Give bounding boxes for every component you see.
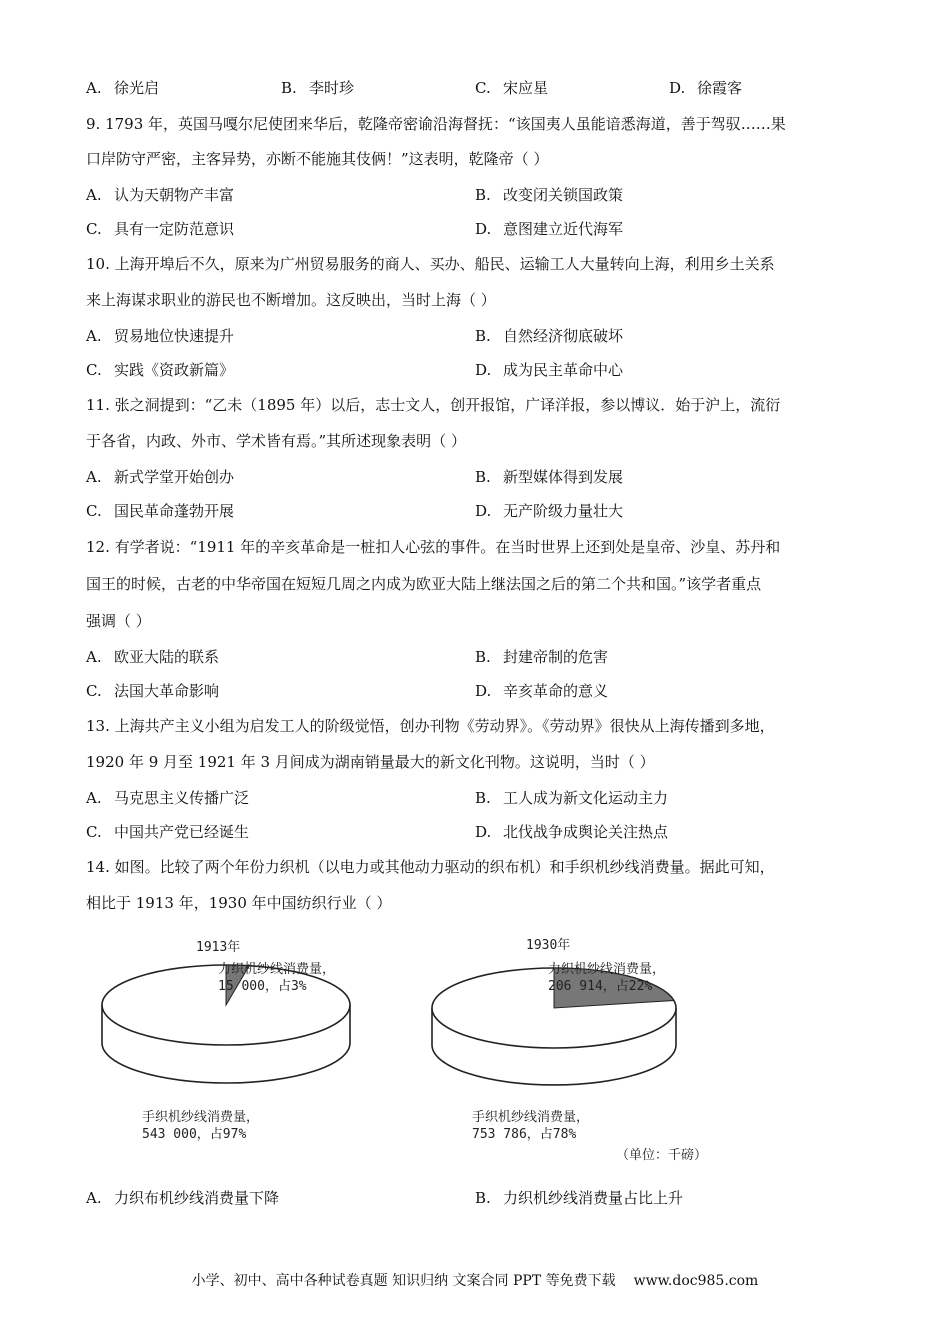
question-12-option-c: C. 法国大革命影响 <box>86 682 220 700</box>
question-13-stem-line-2: 1920 年 9 月至 1921 年 3 月间成为湖南销量最大的新文化刊物。这说明，当时（ ） <box>86 753 655 771</box>
pie-charts-svg <box>96 925 746 1175</box>
question-13-option-a: A. 马克思主义传播广泛 <box>86 789 250 807</box>
pie-1930-hand-label-2: 753 786，占78% <box>472 1127 577 1142</box>
question-12-option-a: A. 欧亚大陆的联系 <box>86 648 220 666</box>
question-14-option-b: B. 力织机纱线消费量占比上升 <box>475 1189 684 1207</box>
question-14-stem-line-2: 相比于 1913 年，1930 年中国纺织行业（ ） <box>86 894 392 912</box>
question-10-option-b: B. 自然经济彻底破坏 <box>475 327 624 345</box>
pie-1913-hand-label-2: 543 000，占97% <box>142 1127 247 1142</box>
question-13-option-c: C. 中国共产党已经诞生 <box>86 823 250 841</box>
footer-text: 小学、初中、高中各种试卷真题 知识归纳 文案合同 PPT 等免费下载 <box>191 1273 616 1289</box>
question-13-option-d: D. 北伐战争成舆论关注热点 <box>475 823 669 841</box>
page-footer <box>0 1270 950 1290</box>
pie-1930 <box>432 937 707 1163</box>
pie-1913-power-label-1: 力织机纱线消费量， <box>218 962 336 977</box>
pie-1930-unit: （单位：千磅） <box>616 1148 708 1163</box>
question-12-option-d: D. 辛亥革命的意义 <box>475 682 609 700</box>
pie-1913-title: 1913年 <box>196 940 241 955</box>
question-12-stem-line-2: 国王的时候，古老的中华帝国在短短几周之内成为欧亚大陆上继法国之后的第二个共和国。”该学者重点 <box>86 575 762 593</box>
question-13-option-b: B. 工人成为新文化运动主力 <box>475 789 669 807</box>
question-10-option-c: C. 实践《资政新篇》 <box>86 361 235 379</box>
pie-1930-power-label-2: 206 914，占22% <box>548 979 653 994</box>
question-11-option-b: B. 新型媒体得到发展 <box>475 468 624 486</box>
pie-1913-hand-label-1: 手织机纱线消费量， <box>142 1110 260 1125</box>
q8-option-a: A. 徐光启 <box>86 79 160 97</box>
pie-1930-title: 1930年 <box>526 938 571 953</box>
question-9-option-c: C. 具有一定防范意识 <box>86 220 235 238</box>
question-10-stem-line-1: 10. 上海开埠后不久，原来为广州贸易服务的商人、买办、船民、运输工人大量转向上海，利用乡土关系 <box>86 255 775 273</box>
pie-1913 <box>102 939 350 1142</box>
question-10-option-d: D. 成为民主革命中心 <box>475 361 624 379</box>
pie-1913-power-label-2: 15 000，占3% <box>218 979 307 994</box>
question-11-stem-line-2: 于各省，内政、外市、学术皆有焉。”其所述现象表明（ ） <box>86 432 466 450</box>
question-13-stem-line-1: 13. 上海共产主义小组为启发工人的阶级觉悟，创办刊物《劳动界》。《劳动界》很快从上海传播到多地， <box>86 717 775 735</box>
q8-option-b: B. 李时珍 <box>281 79 355 97</box>
pie-1930-power-label-1: 力织机纱线消费量， <box>548 962 666 977</box>
q8-option-d: D. 徐霞客 <box>669 79 743 97</box>
pie-charts-figure <box>96 925 746 1175</box>
question-10-stem-line-2: 来上海谋求职业的游民也不断增加。这反映出，当时上海（ ） <box>86 291 496 309</box>
question-11-option-a: A. 新式学堂开始创办 <box>86 468 235 486</box>
question-11-stem-line-1: 11. 张之洞提到：“乙未（1895 年）以后，志士文人，创开报馆，广译洋报，参以博议．始于沪上，流衍 <box>86 396 781 414</box>
question-14-option-a: A. 力织布机纱线消费量下降 <box>86 1189 280 1207</box>
question-9-stem-line-1: 9. 1793 年，英国马嘎尔尼使团来华后，乾隆帝密谕沿海督抚：“该国夷人虽能谙悉海道，善于驾驭……果 <box>86 115 786 133</box>
question-9-option-a: A. 认为天朝物产丰富 <box>86 186 235 204</box>
footer-url: www.doc985.com <box>633 1273 759 1289</box>
question-9-stem-line-2: 口岸防守严密，主客异势，亦断不能施其伎俩！”这表明，乾隆帝（ ） <box>86 150 549 168</box>
question-10-option-a: A. 贸易地位快速提升 <box>86 327 235 345</box>
question-9-option-d: D. 意图建立近代海军 <box>475 220 624 238</box>
question-12-option-b: B. 封建帝制的危害 <box>475 648 609 666</box>
question-11-option-c: C. 国民革命蓬勃开展 <box>86 502 235 520</box>
question-12-stem-line-3: 强调（ ） <box>86 612 151 630</box>
question-14-stem-line-1: 14. 如图。比较了两个年份力织机（以电力或其他动力驱动的织布机）和手织机纱线消费量。据此可知， <box>86 858 775 876</box>
question-12-stem-line-1: 12. 有学者说：“1911 年的辛亥革命是一桩扣人心弦的事件。在当时世界上还到处是皇帝、沙皇、苏丹和 <box>86 538 781 556</box>
question-9-option-b: B. 改变闭关锁国政策 <box>475 186 624 204</box>
question-11-option-d: D. 无产阶级力量壮大 <box>475 502 624 520</box>
q8-option-c: C. 宋应星 <box>475 79 549 97</box>
pie-1930-hand-label-1: 手织机纱线消费量， <box>472 1110 590 1125</box>
